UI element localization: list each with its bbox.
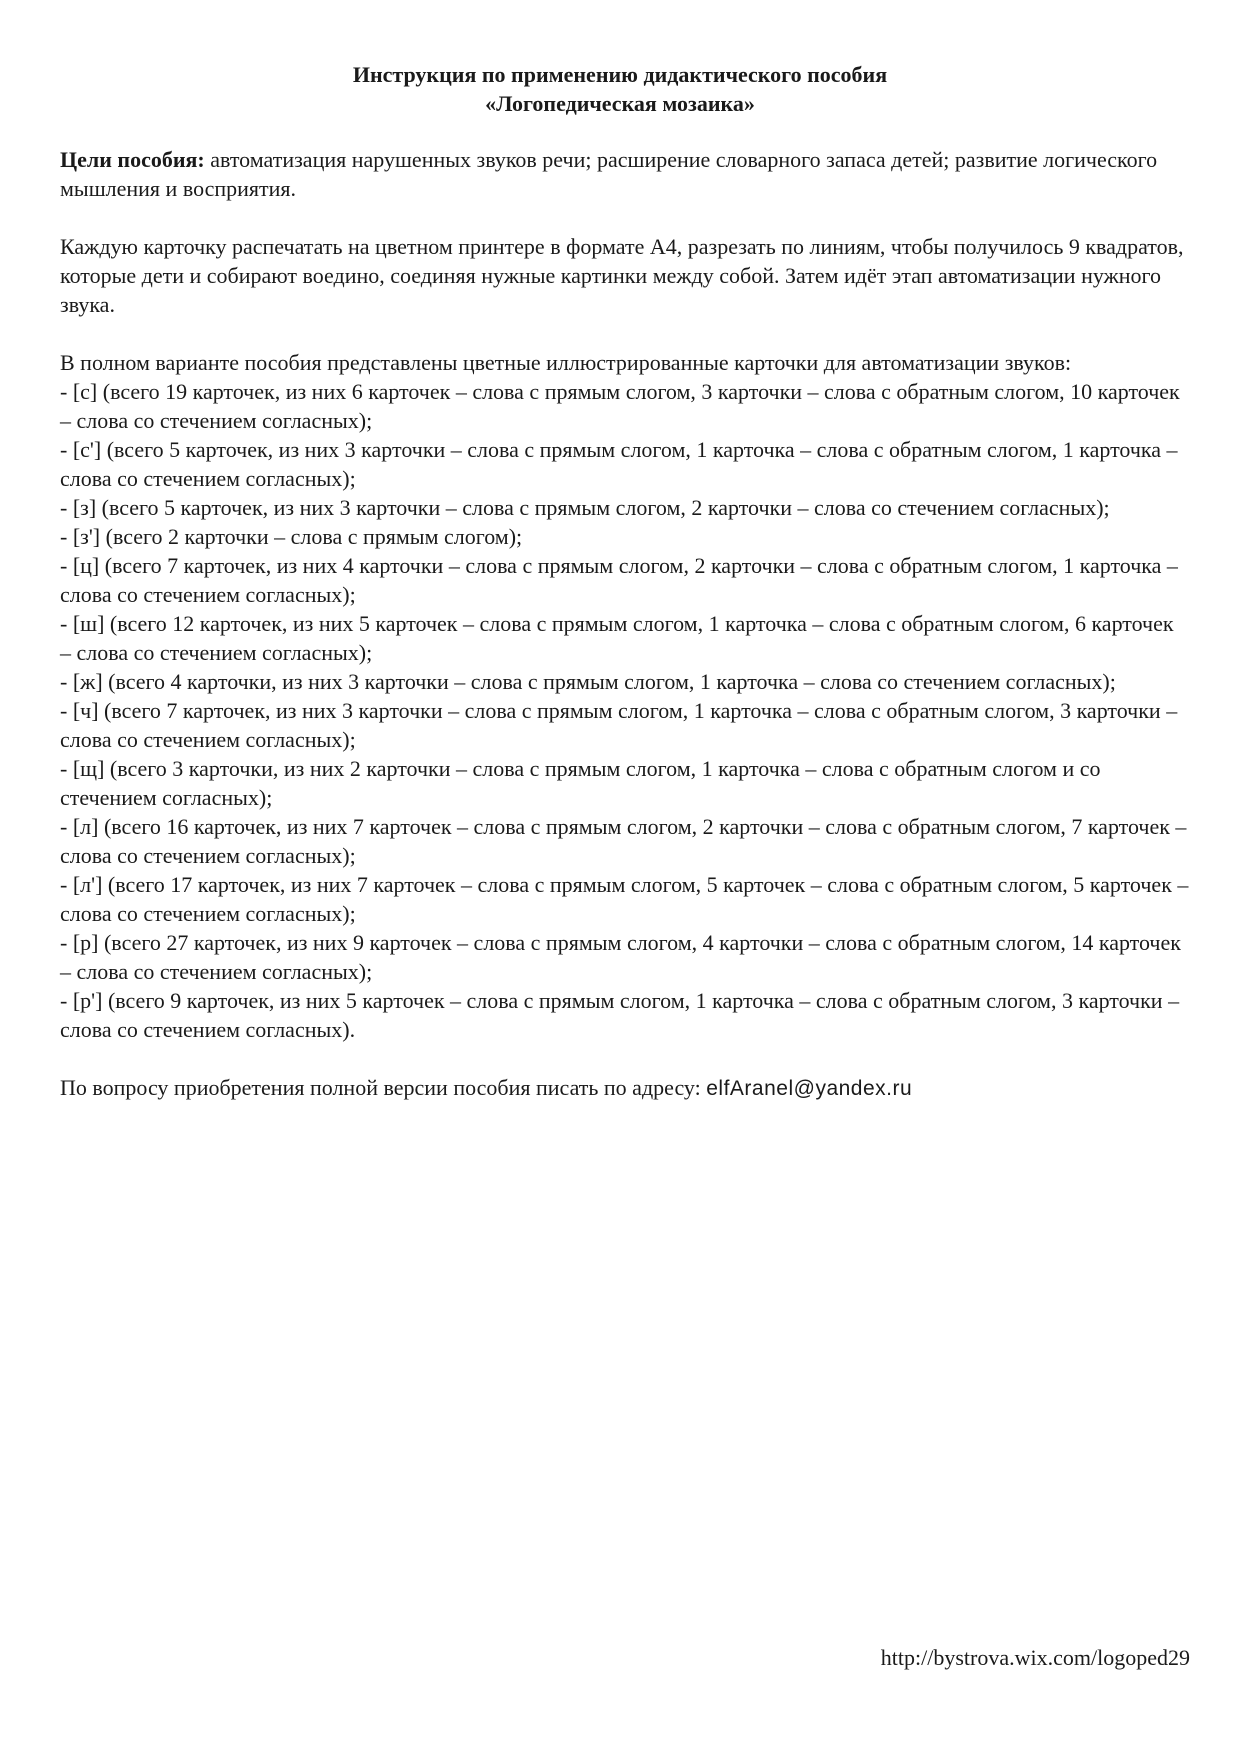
instructions-paragraph: Каждую карточку распечатать на цветном принтере в формате А4, разрезать по линиям, чтобы получилось 9 квадратов, которые дети и собирают воедино, соединяя нужные картинки между собой. Затем идёт этап автоматизации нужного звука.	[60, 234, 1184, 317]
sound-item-shch: - [щ] (всего 3 карточки, из них 2 карточки – слова с прямым слогом, 1 карточка – слова с обратным слогом и со стечением согласных);	[60, 756, 1101, 810]
sound-item-sh: - [ш] (всего 12 карточек, из них 5 карточек – слова с прямым слогом, 1 карточка – слова с обратным слогом, 6 карточек – слова со стечением согласных);	[60, 611, 1174, 665]
goals-label: Цели пособия:	[60, 147, 205, 172]
contact-email[interactable]: elfAranel@yandex.ru	[706, 1077, 913, 1100]
sound-item-z-soft: - [з'] (всего 2 карточки – слова с прямым слогом);	[60, 524, 523, 549]
sound-item-ts: - [ц] (всего 7 карточек, из них 4 карточки – слова с прямым слогом, 2 карточки – слова с обратным слогом, 1 карточка – слова со стечением согласных);	[60, 553, 1178, 607]
title-line-1: Инструкция по применению дидактического пособия	[352, 62, 888, 87]
sound-item-ch: - [ч] (всего 7 карточек, из них 3 карточки – слова с прямым слогом, 1 карточка – слова с обратным слогом, 3 карточки – слова со стечением согласных);	[60, 698, 1178, 752]
sound-item-r: - [р] (всего 27 карточек, из них 9 карточек – слова с прямым слогом, 4 карточки – слова с обратным слогом, 14 карточек – слова со стечением согласных);	[60, 930, 1181, 984]
contact-paragraph	[60, 1073, 1190, 1103]
sound-item-zh: - [ж] (всего 4 карточки, из них 3 карточки – слова с прямым слогом, 1 карточка – слова со стечением согласных);	[60, 669, 1116, 694]
sound-item-s-soft: - [с'] (всего 5 карточек, из них 3 карточки – слова с прямым слогом, 1 карточка – слова с обратным слогом, 1 карточка – слова со стечением согласных);	[60, 437, 1178, 491]
title-line-2: «Логопедическая мозаика»	[485, 91, 755, 116]
full-version-intro: В полном варианте пособия представлены цветные иллюстрированные карточки для автоматизации звуков:	[60, 350, 1072, 375]
sound-item-z: - [з] (всего 5 карточек, из них 3 карточки – слова с прямым слогом, 2 карточки – слова со стечением согласных);	[60, 495, 1110, 520]
document-body	[60, 145, 1190, 1132]
document-title	[0, 60, 1240, 118]
sound-item-l-soft: - [л'] (всего 17 карточек, из них 7 карточек – слова с прямым слогом, 5 карточек – слова с обратным слогом, 5 карточек – слова со стечением согласных);	[60, 872, 1189, 926]
footer-url[interactable]: http://bystrova.wix.com/logoped29	[880, 1645, 1190, 1670]
sound-item-s: - [с] (всего 19 карточек, из них 6 карточек – слова с прямым слогом, 3 карточки – слова с обратным слогом, 10 карточек – слова со стечением согласных);	[60, 379, 1180, 433]
goals-text: автоматизация нарушенных звуков речи; расширение словарного запаса детей; развитие логического мышления и восприятия.	[60, 147, 1158, 201]
sound-item-l: - [л] (всего 16 карточек, из них 7 карточек – слова с прямым слогом, 2 карточки – слова с обратным слогом, 7 карточек – слова со стечением согласных);	[60, 814, 1187, 868]
contact-text: По вопросу приобретения полной версии пособия писать по адресу:	[60, 1075, 707, 1100]
sound-list	[60, 377, 1190, 1044]
sound-item-r-soft: - [р'] (всего 9 карточек, из них 5 карточек – слова с прямым слогом, 1 карточка – слова с обратным слогом, 3 карточки – слова со стечением согласных).	[60, 988, 1180, 1042]
goals-paragraph	[60, 145, 1190, 203]
